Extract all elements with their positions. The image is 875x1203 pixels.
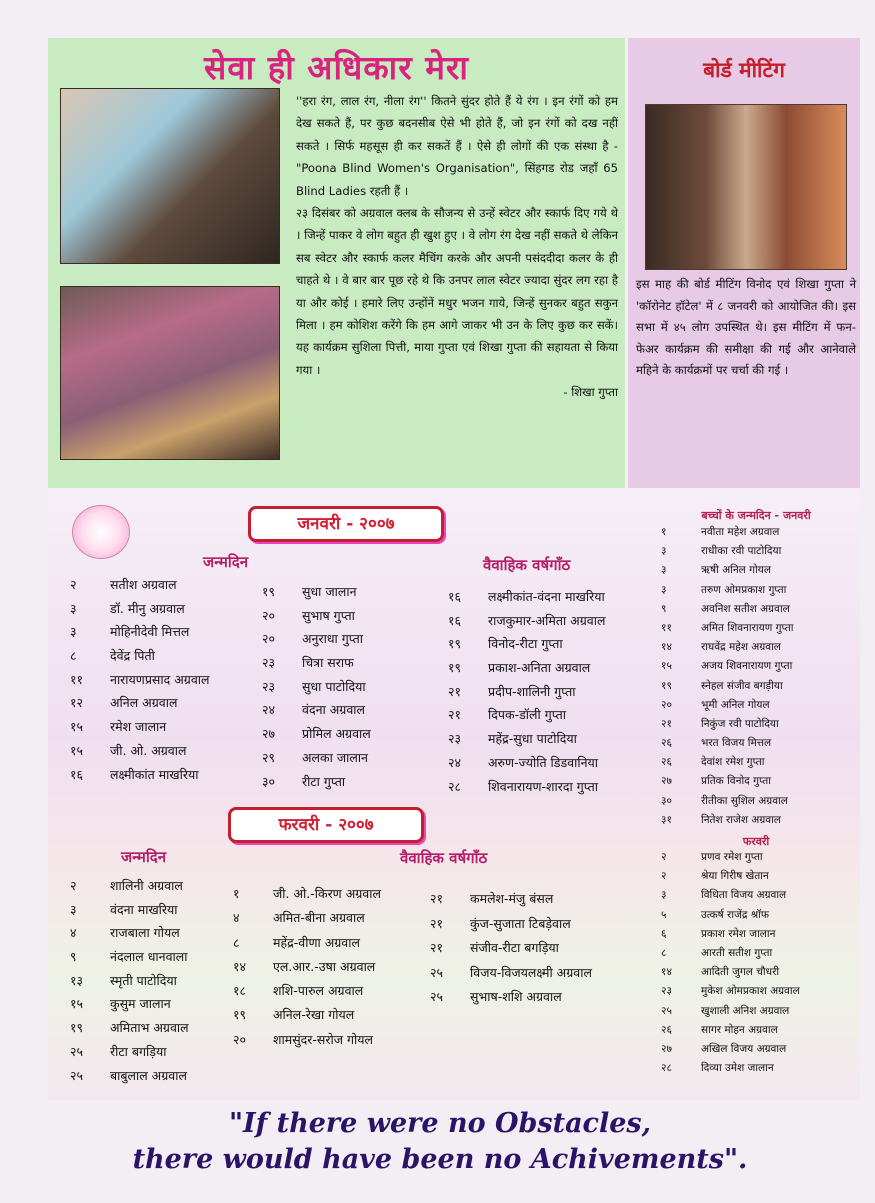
date: ३ (70, 600, 77, 616)
name: अमित शिवनारायण गुप्ता (701, 621, 794, 634)
date: ४ (70, 925, 77, 941)
date: १८ (233, 983, 247, 999)
name: सागर मोहन अग्रवाल (701, 1023, 778, 1036)
name: अनिल-रेखा गोयल (273, 1007, 355, 1023)
february-anniversaries-heading: वैवाहिक वर्षगाँठ (400, 849, 488, 867)
name: प्रदीप-शालिनी गुप्ता (488, 683, 576, 699)
name: सुभाष-शशि अग्रवाल (470, 989, 562, 1005)
date: ६ (661, 927, 667, 940)
name: श्रेया गिरीष खेतान (701, 870, 769, 883)
list-item (661, 946, 851, 965)
name: संजीव-रीटा बगड़िया (470, 940, 559, 956)
list-item (661, 563, 851, 582)
name: सुधा जालान (302, 584, 357, 599)
name: सतीश अग्रवाल (110, 577, 177, 592)
name: अलका जालान (302, 749, 368, 765)
date: १४ (661, 641, 672, 654)
kids-february-list (661, 850, 851, 1080)
date: १४ (233, 958, 247, 974)
name: अनुराधा गुप्ता (302, 631, 363, 647)
name: महेंद्र-सुधा पाटोदिया (488, 731, 577, 747)
date: २ (661, 851, 667, 863)
list-item (661, 640, 851, 659)
date: ५ (661, 908, 667, 921)
kids-birthdays-heading: बच्चों के जन्मदिन - जनवरी (701, 509, 811, 522)
list-item (661, 525, 851, 544)
date: २३ (262, 678, 276, 694)
date: १६ (448, 589, 462, 604)
name: वंदना माखरिया (110, 901, 178, 917)
date: १६ (70, 766, 84, 782)
date: १९ (661, 679, 672, 692)
date: २० (262, 631, 276, 647)
name: प्रकाश रमेश जालान (701, 927, 776, 940)
date: ११ (70, 671, 84, 687)
list-item (661, 888, 851, 907)
name: अजय शिवनारायण गुप्ता (701, 660, 793, 673)
list-item (661, 813, 851, 832)
name: उत्कर्ष राजेंद्र श्रॉफ (701, 908, 770, 921)
article-paragraph-1: ''हरा रंग, लाल रंग, नीला रंग'' कितने सुंदर होते हैं ये रंग । इन रंगों को हम देख सकते हैं, पर कुछ बदनसीब ऐसे भी होते हैं, जो इन रंगों को दख नहीं सकते । सिर्फ महसूस ही कर सकतें हैं । ऐसे ही लोगों की एक संस्था है - "Poona Blind Women's Organisation", सिंहगड रोड जहाँ 65 Blind Ladies रहती हैं । (296, 94, 618, 198)
name: कुसुम जालान (110, 996, 171, 1012)
list-item (661, 602, 851, 621)
list-item (661, 544, 851, 563)
name: नंदलाल धानवाला (110, 949, 188, 965)
date: १४ (661, 966, 672, 979)
date: १५ (70, 996, 84, 1012)
name: अरुण-ज्योति डिडवानिया (488, 754, 599, 770)
date: ९ (661, 602, 667, 615)
name: रीटा गुप्ता (302, 773, 346, 789)
article-paragraph-2 (296, 202, 618, 404)
date: २७ (661, 775, 672, 788)
date: २४ (262, 702, 276, 718)
name: रीतीका सुशिल अग्रवाल (701, 794, 788, 807)
date: २ (70, 878, 77, 893)
name: दिव्या उमेश जालान (701, 1062, 774, 1075)
name: प्रकाश-अनिता अग्रवाल (488, 660, 591, 676)
date: २८ (448, 778, 462, 794)
name: विनोद-रीटा गुप्ता (488, 636, 563, 652)
article-signature: - शिखा गुप्ता (563, 385, 618, 400)
name: विजय-विजयलक्ष्मी अग्रवाल (470, 964, 592, 980)
list-item (661, 736, 851, 755)
date: २० (661, 698, 672, 711)
date: २६ (661, 1023, 672, 1036)
date: २३ (661, 985, 672, 998)
name: जी. ओ.-किरण अग्रवाल (273, 886, 381, 901)
name: शिवनारायण-शारदा गुप्ता (488, 778, 598, 794)
date: १ (661, 526, 667, 538)
name: प्रतिक विनोद गुप्ता (701, 775, 771, 788)
name: तरुण ओमप्रकाश गुप्ता (701, 583, 787, 596)
list-item (661, 698, 851, 717)
quote-line-1: "If there were no Obstacles, (228, 1108, 652, 1139)
list-item (661, 1004, 851, 1023)
name: देवेंद्र पिती (110, 648, 155, 664)
name: अमित-बीना अग्रवाल (273, 910, 365, 926)
date: २८ (661, 1062, 672, 1075)
list-item (661, 1023, 851, 1042)
date: २६ (661, 756, 672, 769)
date: ३ (661, 583, 667, 596)
list-item (661, 927, 851, 946)
name: स्मृती पाटोदिया (110, 972, 177, 988)
name: ऋषी अनिल गोयल (701, 564, 771, 577)
name: राधीका रवी पाटोदिया (701, 545, 782, 558)
name: स्नेहल संजीव बगड़ीया (701, 679, 783, 692)
name: आरती सतीश गुप्ता (701, 946, 773, 959)
name: दिपक-डॉली गुप्ता (488, 707, 566, 723)
name: राजकुमार-अमिता अग्रवाल (488, 612, 606, 628)
date: १९ (262, 584, 276, 599)
article-title: सेवा ही अधिकार मेरा (204, 48, 469, 87)
february-birthdays-heading: जन्मदिन (121, 848, 167, 866)
date: ९ (70, 949, 77, 965)
name: निकुंज रवी पाटोदिया (701, 717, 779, 730)
list-item (661, 908, 851, 927)
name: कमलेश-मंजु बंसल (470, 891, 554, 906)
date: ८ (70, 648, 77, 664)
name: अनिल अग्रवाल (110, 695, 178, 711)
list-item (661, 1061, 851, 1080)
date: १६ (448, 612, 462, 628)
january-banner: जनवरी - २००७ (248, 506, 444, 542)
date: २१ (448, 683, 462, 699)
board-meeting-panel (628, 38, 860, 488)
date: १५ (70, 742, 84, 758)
date: १३ (70, 972, 84, 988)
kids-birthdays (661, 508, 851, 1080)
date: १९ (448, 636, 462, 652)
list-item (661, 965, 851, 984)
date: ३ (70, 901, 77, 917)
name: खुशाली अनिश अग्रवाल (701, 1004, 790, 1017)
list-item (661, 659, 851, 678)
name: शामसुंदर-सरोज गोयल (273, 1031, 373, 1047)
list-item (661, 755, 851, 774)
date: २१ (448, 707, 462, 723)
quote (60, 1106, 820, 1178)
name: लक्ष्मीकांत-वंदना माखरिया (488, 589, 605, 604)
date: १५ (661, 660, 672, 673)
name: जी. ओ. अग्रवाल (110, 742, 187, 758)
name: प्रणव रमेश गुप्ता (701, 851, 763, 863)
date: २५ (70, 1043, 84, 1059)
article-body (296, 90, 618, 404)
date: ३ (661, 564, 667, 577)
date: ३ (661, 545, 667, 558)
date: २५ (430, 964, 444, 980)
article-photo-1 (60, 88, 280, 264)
name: रमेश जालान (110, 719, 167, 735)
date: ३० (262, 773, 276, 789)
name: बाबुलाल अग्रवाल (110, 1067, 187, 1083)
date: २७ (262, 726, 276, 742)
date: ३ (70, 624, 77, 640)
date: २० (262, 607, 276, 623)
date: ३ (661, 889, 667, 902)
date: २१ (430, 940, 444, 956)
february-banner: फरवरी - २००७ (228, 807, 424, 843)
name: राजबाला गोयल (110, 925, 180, 941)
list-item (661, 774, 851, 793)
date: २६ (661, 737, 672, 750)
name: भूमी अनिल गोयल (701, 698, 770, 711)
date: २५ (430, 989, 444, 1005)
date: १५ (70, 719, 84, 735)
name: अखिल विजय अग्रवाल (701, 1042, 787, 1055)
date: २० (233, 1031, 247, 1047)
january-birthdays-heading: जन्मदिन (203, 553, 249, 571)
article-panel (48, 38, 625, 488)
date: १ (233, 886, 240, 901)
date: २३ (448, 731, 462, 747)
list-item (661, 717, 851, 736)
name: देवांश रमेश गुप्ता (701, 756, 765, 769)
date: २९ (262, 749, 276, 765)
name: मोहिनीदेवी मित्तल (110, 624, 190, 640)
name: भरत विजय मित्तल (701, 737, 772, 750)
date: २५ (661, 1004, 672, 1017)
date: २४ (448, 754, 462, 770)
name: महेंद्र-वीणा अग्रवाल (273, 934, 360, 950)
list-item (661, 850, 851, 869)
name: सुधा पाटोदिया (302, 678, 366, 694)
name: आदिती जुगल चौधरी (701, 966, 780, 979)
name: मुकेश ओमप्रकाश अग्रवाल (701, 985, 800, 998)
list-item (661, 679, 851, 698)
date: २ (661, 870, 667, 883)
name: नारायणप्रसाद अग्रवाल (110, 671, 210, 687)
january-anniversaries-heading: वैवाहिक वर्षगाँठ (483, 556, 571, 574)
date: २१ (430, 891, 444, 906)
date: १९ (448, 660, 462, 676)
date: १९ (70, 1020, 84, 1036)
date: २५ (70, 1067, 84, 1083)
name: शशि-पारुल अग्रवाल (273, 983, 364, 999)
name: चित्रा सराफ (302, 655, 354, 671)
name: सुभाष गुप्ता (302, 607, 355, 623)
list-item (661, 583, 851, 602)
date: ३० (661, 794, 672, 807)
name: शालिनी अग्रवाल (110, 878, 183, 893)
date: २१ (661, 717, 672, 730)
date: २३ (262, 655, 276, 671)
list-item (661, 869, 851, 888)
date: २७ (661, 1042, 672, 1055)
list-item (661, 1042, 851, 1061)
list-item (661, 984, 851, 1003)
name: अवनिश सतीश अग्रवाल (701, 602, 790, 615)
date: ३१ (661, 813, 672, 826)
name: राघवेंद्र महेश अग्रवाल (701, 641, 781, 654)
name: प्रोमिल अग्रवाल (302, 726, 371, 742)
name: कुंज-सुजाता टिबड़ेवाल (470, 915, 571, 931)
date: २१ (430, 915, 444, 931)
name: एल.आर.-उषा अग्रवाल (273, 958, 376, 974)
board-meeting-body: इस माह की बोर्ड मीटिंग विनोद एवं शिखा गुप्ता ने 'कॉरोनेट हॉटेल' में ८ जनवरी को आयोजित की। इस सभा में ४५ लोग उपस्थित थे। इस मीटिंग में फन-फेअर कार्यक्रम की समीक्षा की गई और आनेवाले महिने के कार्यक्रमों पर चर्चा की गई । (636, 277, 856, 377)
date: ८ (661, 946, 667, 959)
club-logo (72, 505, 130, 559)
date: २ (70, 577, 77, 592)
board-meeting-photo (645, 104, 847, 270)
article-photo-2 (60, 286, 280, 460)
date: १९ (233, 1007, 247, 1023)
article-paragraph-2-text: २३ दिसंबर को अग्रवाल क्लब के सौजन्य से उन्हें स्वेटर और स्कार्फ दिए गये थे । जिन्हें पाकर वे लोग बहुत ही खुश हुए । वे लोग रंग देख नहीं सकते थे लेकिन सब स्वेटर और स्कार्फ कलर मैचिंग करके और अपनी पसंददीदा कलर के ही चाहते थे । वे बार बार पूछ रहे थे कि उनपर लाल स्वेटर ज्यादा सुंदर लग रहा है या और कोई । हमारे लिए उन्होंनें मधुर भजन गाये, जिन्हें सुनकर बहुत सकुन मिला । हम कोशिश करेंगे कि हम आगे जाकर भी उन के लिए कुछ कर सकें। यह कार्यक्रम सुशिला पित्ती, माया गुप्ता एवं शिखा गुप्ता की सहायता से किया गया । (296, 206, 618, 377)
name: नितेश राजेश अग्रवाल (701, 813, 781, 826)
name: विधिता विजय अग्रवाल (701, 889, 787, 902)
date: १२ (70, 695, 84, 711)
kids-february-heading: फरवरी (742, 835, 770, 848)
list-item (661, 794, 851, 813)
date: ११ (661, 621, 672, 634)
kids-january-list (661, 525, 851, 832)
name: वंदना अग्रवाल (302, 702, 365, 718)
date: ४ (233, 910, 240, 926)
board-meeting-title: बोर्ड मीटिंग (703, 58, 785, 82)
name: लक्ष्मीकांत माखरिया (110, 766, 199, 782)
name: नवीता महेश अग्रवाल (701, 526, 780, 538)
name: रीटा बगड़िया (110, 1043, 167, 1059)
list-item (661, 621, 851, 640)
name: अमिताभ अग्रवाल (110, 1020, 189, 1036)
quote-line-2: there would have been no Achivements". (132, 1144, 748, 1175)
name: डॉ. मीनु अग्रवाल (110, 600, 185, 616)
date: ८ (233, 934, 240, 950)
